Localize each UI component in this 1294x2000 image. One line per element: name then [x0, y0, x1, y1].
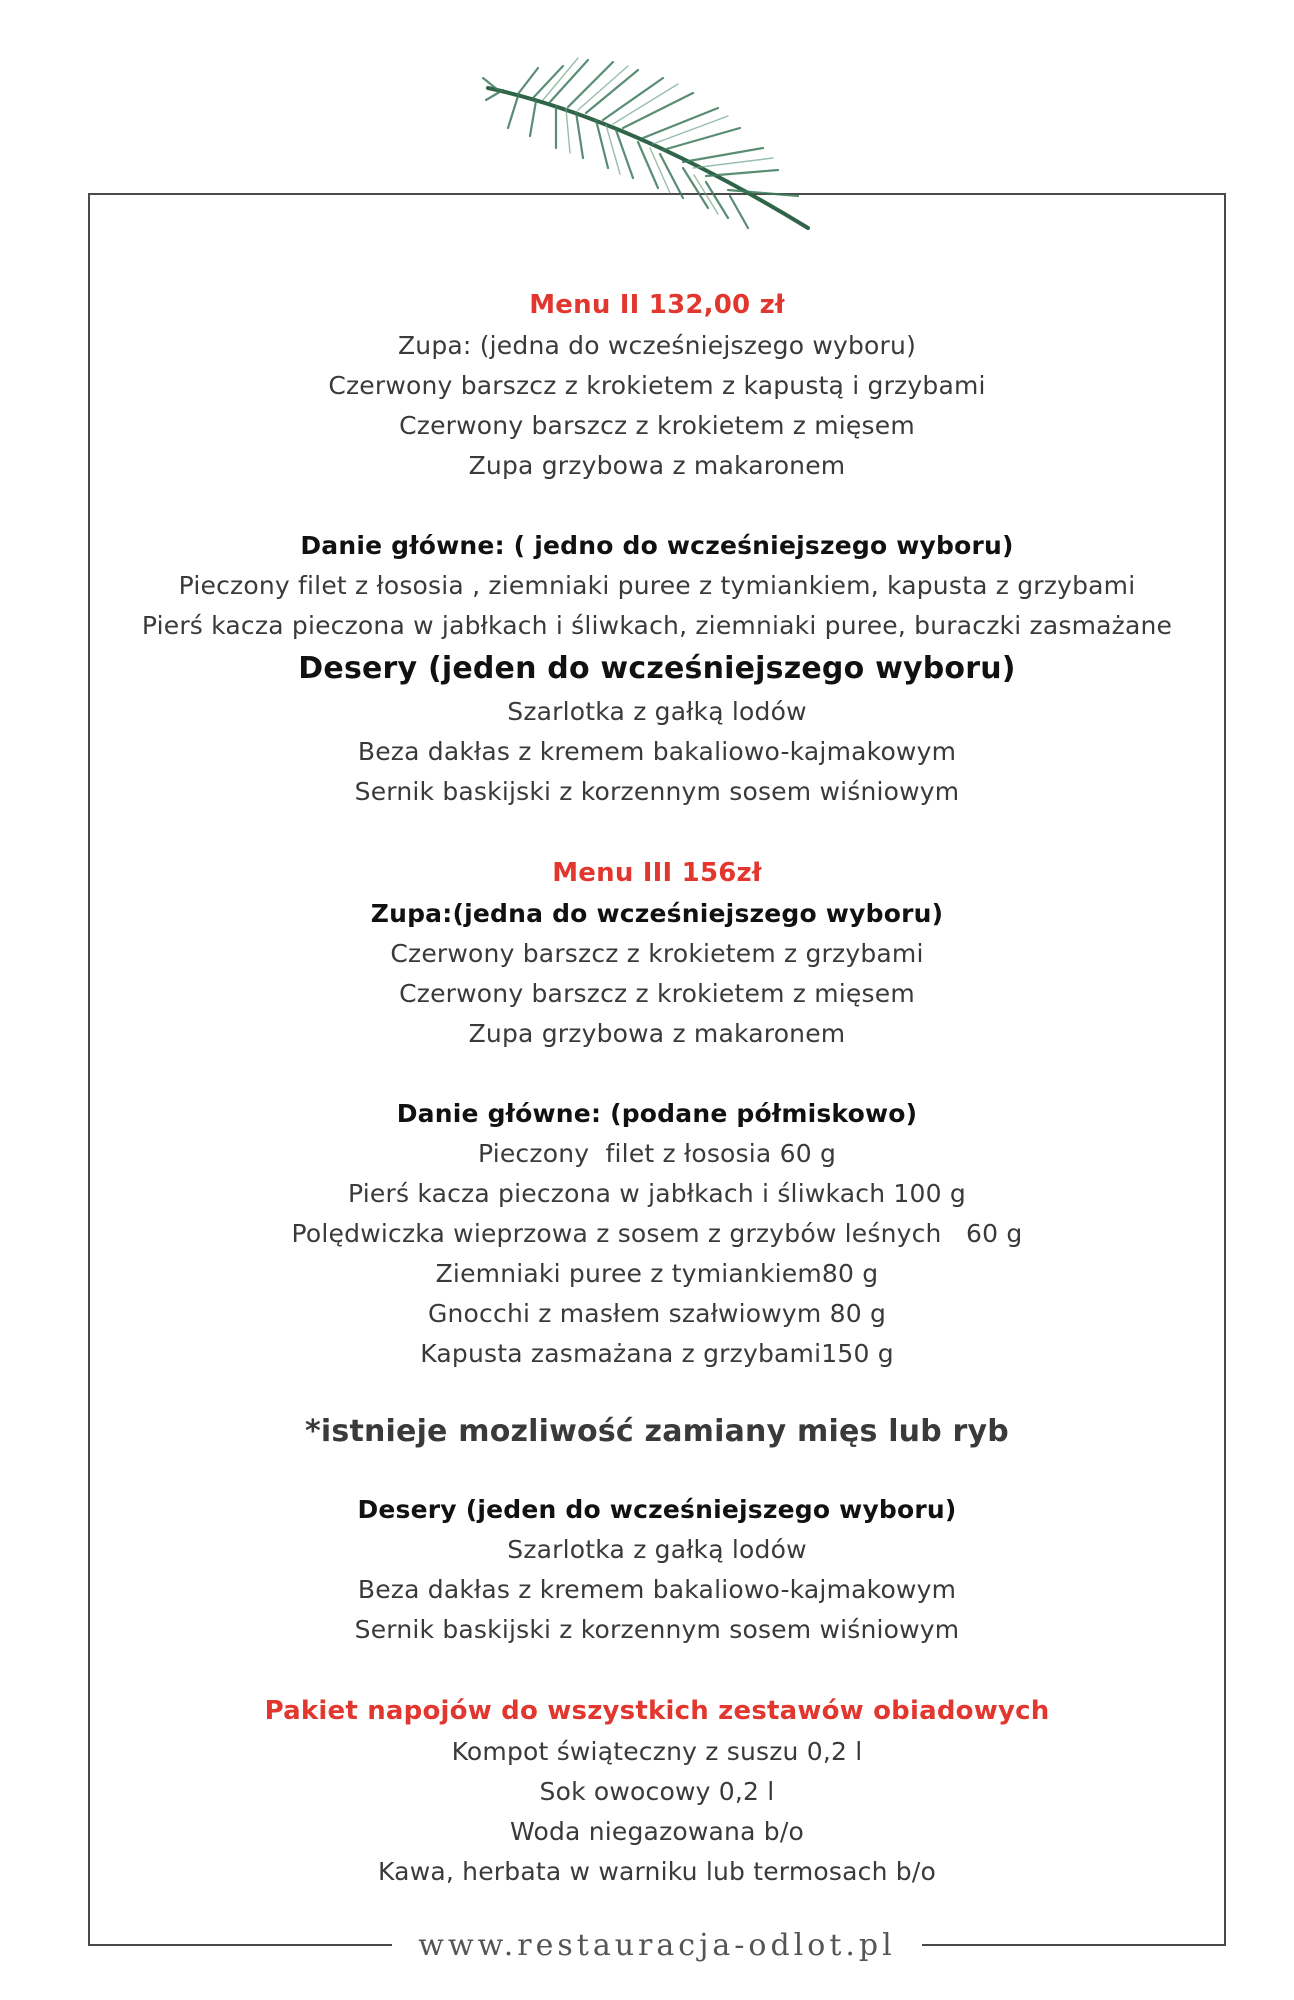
menu2-dessert-item: Szarlotka z gałką lodów [507, 697, 807, 726]
menu3-dessert-item: Sernik baskijski z korzennym sosem wiśniowym [354, 1615, 960, 1644]
menu3-main-item: Kapusta zasmażana z grzybami150 g [420, 1339, 894, 1368]
menu3-main-item: Polędwiczka wieprzowa z sosem z grzybów leśnych 60 g [291, 1219, 1023, 1248]
drinks-item: Kompot świąteczny z suszu 0,2 l [451, 1737, 863, 1766]
menu3-soup-item: Czerwony barszcz z krokietem z mięsem [399, 979, 915, 1008]
footer [88, 1924, 1226, 1968]
menu2-main-item: Pieczony filet z łososia , ziemniaki puree z tymiankiem, kapusta z grzybami [178, 571, 1136, 600]
menu3-main-item: Pierś kacza pieczona w jabłkach i śliwkach 100 g [348, 1179, 966, 1208]
menu2-dessert-item: Sernik baskijski z korzennym sosem wiśniowym [354, 777, 960, 806]
menu3-title: Menu III 156zł [552, 858, 762, 888]
menu3-dessert-header: Desery (jeden do wcześniejszego wyboru) [357, 1495, 957, 1524]
menu3-soup-item: Zupa grzybowa z makaronem [468, 1019, 846, 1048]
menu2-title: Menu II 132,00 zł [529, 290, 785, 320]
menu2-main-header: Danie główne: ( jedno do wcześniejszego wyboru) [300, 531, 1014, 560]
menu2-dessert-header: Desery (jeden do wcześniejszego wyboru) [298, 651, 1016, 686]
menu3-dessert-item: Szarlotka z gałką lodów [507, 1535, 807, 1564]
menu3-dessert-item: Beza dakłas z kremem bakaliowo-kajmakowym [357, 1575, 957, 1604]
menu2-soup-header: Zupa: (jedna do wcześniejszego wyboru) [397, 331, 917, 360]
menu-content [88, 284, 1226, 1892]
drinks-item: Sok owocowy 0,2 l [539, 1777, 775, 1806]
menu3-main-item: Pieczony filet z łososia 60 g [477, 1139, 837, 1168]
pine-branch-icon [478, 38, 838, 238]
substitution-note: *istnieje mozliwość zamiany mięs lub ryb [305, 1414, 1009, 1449]
drinks-item: Woda niegazowana b/o [510, 1817, 804, 1846]
menu3-main-item: Gnocchi z masłem szałwiowym 80 g [427, 1299, 887, 1328]
drinks-item: Kawa, herbata w warniku lub termosach b/o [378, 1857, 936, 1886]
menu2-main-item: Pierś kacza pieczona w jabłkach i śliwkach, ziemniaki puree, buraczki zasmażane [141, 611, 1173, 640]
menu3-main-header: Danie główne: (podane półmiskowo) [396, 1099, 918, 1128]
menu2-soup-item: Czerwony barszcz z krokietem z kapustą i grzybami [328, 371, 986, 400]
drinks-title: Pakiet napojów do wszystkich zestawów obiadowych [264, 1696, 1050, 1726]
website-link[interactable]: www.restauracja-odlot.pl [392, 1928, 921, 1963]
menu2-soup-item: Czerwony barszcz z krokietem z mięsem [399, 411, 915, 440]
menu3-soup-item: Czerwony barszcz z krokietem z grzybami [390, 939, 924, 968]
menu2-soup-item: Zupa grzybowa z makaronem [468, 451, 846, 480]
menu3-soup-header: Zupa:(jedna do wcześniejszego wyboru) [370, 899, 944, 928]
menu2-dessert-item: Beza dakłas z kremem bakaliowo-kajmakowym [357, 737, 957, 766]
menu3-main-item: Ziemniaki puree z tymiankiem80 g [435, 1259, 879, 1288]
